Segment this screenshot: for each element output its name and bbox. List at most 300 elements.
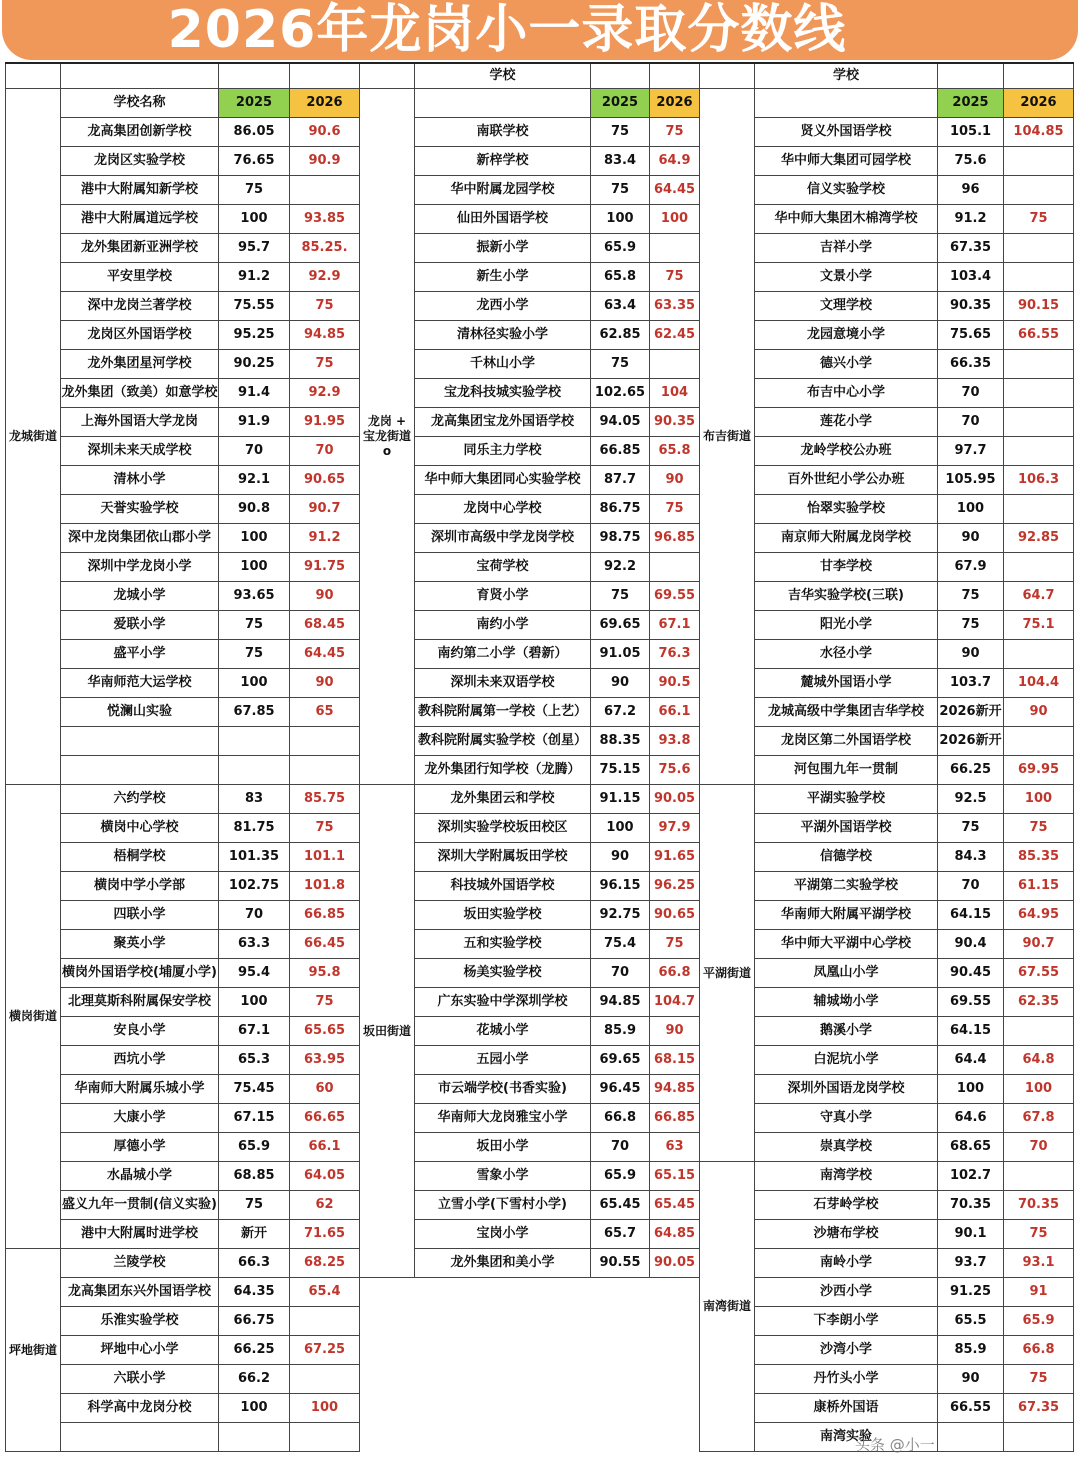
score-2025: 88.35 <box>591 727 650 756</box>
score-2025: 102.65 <box>591 379 650 408</box>
score-2026: 91.2 <box>290 524 360 553</box>
score-2026: 94.85 <box>650 1075 700 1104</box>
score-2025: 96 <box>938 176 1004 205</box>
score-2025: 90 <box>938 640 1004 669</box>
score-2025: 75 <box>219 640 290 669</box>
score-2025: 75.6 <box>938 147 1004 176</box>
score-2025: 90.55 <box>591 1249 650 1278</box>
school-name: 梧桐学校 <box>61 843 219 872</box>
school-name: 仙田外国语学校 <box>415 205 591 234</box>
school-name: 水晶城小学 <box>61 1162 219 1191</box>
table-row <box>6 379 1074 408</box>
score-2026: 90.6 <box>290 118 360 147</box>
school-name: 悦澜山实验 <box>61 698 219 727</box>
school-name: 龙城小学 <box>61 582 219 611</box>
score-2026: 90.05 <box>650 1249 700 1278</box>
score-2026: 91.95 <box>290 408 360 437</box>
score-2026: 100 <box>650 205 700 234</box>
school-name: 坂田实验学校 <box>415 901 591 930</box>
school-name: 横岗外国语学校(埔厦小学) <box>61 959 219 988</box>
school-name: 新梓学校 <box>415 147 591 176</box>
score-2026: 66.1 <box>650 698 700 727</box>
score-2025: 70 <box>938 379 1004 408</box>
score-2025: 70 <box>219 901 290 930</box>
score-2026: 67.1 <box>650 611 700 640</box>
district-pinghu: 平湖街道 <box>700 785 755 1162</box>
score-2025: 75.65 <box>938 321 1004 350</box>
score-2025: 100 <box>219 1394 290 1423</box>
score-2025: 96.15 <box>591 872 650 901</box>
score-2025: 91.15 <box>591 785 650 814</box>
score-2026: 75 <box>650 118 700 147</box>
school-name: 乐淮实验学校 <box>61 1307 219 1336</box>
score-2025: 64.4 <box>938 1046 1004 1075</box>
score-2026: 75 <box>1004 205 1074 234</box>
score-2025: 75 <box>219 1191 290 1220</box>
header-row <box>6 89 1074 118</box>
school-name: 聚英小学 <box>61 930 219 959</box>
score-2026: 67.35 <box>1004 1394 1074 1423</box>
score-2026 <box>650 234 700 263</box>
score-2026: 75 <box>290 814 360 843</box>
school-name: 深圳大学附属坂田学校 <box>415 843 591 872</box>
table-row <box>6 785 1074 814</box>
school-name: 龙岗区外国语学校 <box>61 321 219 350</box>
score-2026: 75.6 <box>650 756 700 785</box>
score-2025: 100 <box>219 669 290 698</box>
score-2026: 91.75 <box>290 553 360 582</box>
score-2025: 70 <box>938 872 1004 901</box>
score-2026 <box>290 1423 360 1452</box>
school-name: 杨美实验学校 <box>415 959 591 988</box>
school-name: 六联小学 <box>61 1365 219 1394</box>
school-name: 港中大附属道远学校 <box>61 205 219 234</box>
score-2025: 新开 <box>219 1220 290 1249</box>
score-2025: 86.75 <box>591 495 650 524</box>
score-2025: 67.85 <box>219 698 290 727</box>
score-2025: 83 <box>219 785 290 814</box>
year-2025-header: 2025 <box>938 89 1004 118</box>
school-name: 莲花小学 <box>755 408 938 437</box>
header-row-top <box>6 63 1074 89</box>
score-2025: 70 <box>219 437 290 466</box>
district-longgang-baolong: 龙岗 + 宝龙街道 o <box>360 89 415 785</box>
score-2026: 75 <box>650 263 700 292</box>
score-2026: 90.05 <box>650 785 700 814</box>
score-2025: 87.7 <box>591 466 650 495</box>
score-2026: 95.8 <box>290 959 360 988</box>
score-2026: 66.8 <box>1004 1336 1074 1365</box>
school-name: 平湖实验学校 <box>755 785 938 814</box>
school-name: 龙外集团和美小学 <box>415 1249 591 1278</box>
school-name: 广东实验中学深圳学校 <box>415 988 591 1017</box>
score-2025 <box>938 1423 1004 1452</box>
score-2025: 95.25 <box>219 321 290 350</box>
score-2026: 65 <box>290 698 360 727</box>
table-row <box>6 1249 1074 1278</box>
score-2026: 66.65 <box>290 1104 360 1133</box>
score-2025: 69.65 <box>591 611 650 640</box>
year-2025-header: 2025 <box>591 89 650 118</box>
score-2025: 66.25 <box>938 756 1004 785</box>
score-2026: 90.15 <box>1004 292 1074 321</box>
table-row <box>6 988 1074 1017</box>
score-2025: 103.7 <box>938 669 1004 698</box>
score-2025: 65.3 <box>219 1046 290 1075</box>
school-name: 深圳实验学校坂田校区 <box>415 814 591 843</box>
score-2025: 105.95 <box>938 466 1004 495</box>
score-2025: 92.5 <box>938 785 1004 814</box>
school-name: 南京师大附属龙岗学校 <box>755 524 938 553</box>
score-2025: 86.05 <box>219 118 290 147</box>
score-2026 <box>1004 234 1074 263</box>
score-2025: 67.2 <box>591 698 650 727</box>
score-2026: 68.25 <box>290 1249 360 1278</box>
score-2026: 64.9 <box>650 147 700 176</box>
score-2026: 90.65 <box>290 466 360 495</box>
score-2026: 67.8 <box>1004 1104 1074 1133</box>
school-name: 深中龙岗集团依山郡小学 <box>61 524 219 553</box>
school-name: 南联学校 <box>415 118 591 147</box>
table-row <box>6 1133 1074 1162</box>
score-2026: 64.45 <box>650 176 700 205</box>
school-name: 宝岗小学 <box>415 1220 591 1249</box>
school-name: 深圳未来双语学校 <box>415 669 591 698</box>
school-name: 雪象小学 <box>415 1162 591 1191</box>
year-2026-header: 2026 <box>290 89 360 118</box>
score-2025: 67.35 <box>938 234 1004 263</box>
score-2026: 100 <box>290 1394 360 1423</box>
school-name: 信德学校 <box>755 843 938 872</box>
school-name: 天誉实验学校 <box>61 495 219 524</box>
score-2026: 62 <box>290 1191 360 1220</box>
score-2026 <box>1004 176 1074 205</box>
school-name: 信义实验学校 <box>755 176 938 205</box>
score-2025: 90.4 <box>938 930 1004 959</box>
score-2025: 67.1 <box>219 1017 290 1046</box>
score-2025: 66.8 <box>591 1104 650 1133</box>
school-name: 六约学校 <box>61 785 219 814</box>
school-name: 龙岭学校公办班 <box>755 437 938 466</box>
empty-area <box>360 1278 700 1452</box>
score-2026: 75.1 <box>1004 611 1074 640</box>
score-2025: 67.9 <box>938 553 1004 582</box>
watermark: 头条 @小一 <box>855 1436 935 1454</box>
school-name: 龙岗中心学校 <box>415 495 591 524</box>
school-name: 平湖外国语学校 <box>755 814 938 843</box>
score-2025: 92.75 <box>591 901 650 930</box>
school-name: 坪地中心小学 <box>61 1336 219 1365</box>
school-name: 石芽岭学校 <box>755 1191 938 1220</box>
score-2025: 75.55 <box>219 292 290 321</box>
score-2026 <box>1004 350 1074 379</box>
table-row <box>6 640 1074 669</box>
score-2025: 75 <box>938 814 1004 843</box>
score-2026: 101.8 <box>290 872 360 901</box>
score-2025: 91.25 <box>938 1278 1004 1307</box>
score-2025: 62.85 <box>591 321 650 350</box>
score-2025: 66.3 <box>219 1249 290 1278</box>
score-2025: 91.2 <box>938 205 1004 234</box>
school-name: 白泥坑小学 <box>755 1046 938 1075</box>
school-name: 深圳未来天成学校 <box>61 437 219 466</box>
score-2026: 64.95 <box>1004 901 1074 930</box>
score-2026 <box>1004 640 1074 669</box>
score-2025: 68.85 <box>219 1162 290 1191</box>
score-2025: 67.15 <box>219 1104 290 1133</box>
school-name: 南岭小学 <box>755 1249 938 1278</box>
school-name: 横岗中学小学部 <box>61 872 219 901</box>
score-2025: 75 <box>219 611 290 640</box>
score-2026 <box>290 1365 360 1394</box>
school-name: 深圳外国语龙岗学校 <box>755 1075 938 1104</box>
school-name: 南湾学校 <box>755 1162 938 1191</box>
score-2026: 75 <box>650 930 700 959</box>
school-name: 凤凰山小学 <box>755 959 938 988</box>
score-2026: 70.35 <box>1004 1191 1074 1220</box>
district-buji: 布吉街道 <box>700 89 755 785</box>
score-2025: 65.9 <box>591 1162 650 1191</box>
table-row <box>6 321 1074 350</box>
school-name: 清林小学 <box>61 466 219 495</box>
score-2025: 91.4 <box>219 379 290 408</box>
score-2026: 67.25 <box>290 1336 360 1365</box>
school-name: 龙城高级中学集团吉华学校 <box>755 698 938 727</box>
table-row <box>6 1104 1074 1133</box>
district-pingdi: 坪地街道 <box>6 1249 61 1452</box>
score-2026: 93.8 <box>650 727 700 756</box>
score-2026: 60 <box>290 1075 360 1104</box>
table-row <box>6 408 1074 437</box>
score-2026: 100 <box>1004 1075 1074 1104</box>
score-2026: 97.9 <box>650 814 700 843</box>
school-name: 宝荷学校 <box>415 553 591 582</box>
score-2025: 102.7 <box>938 1162 1004 1191</box>
score-2025: 101.35 <box>219 843 290 872</box>
score-2026: 101.1 <box>290 843 360 872</box>
score-2025: 65.5 <box>938 1307 1004 1336</box>
score-2025: 90 <box>591 843 650 872</box>
table-row <box>6 176 1074 205</box>
score-2026 <box>290 176 360 205</box>
score-2025: 90.8 <box>219 495 290 524</box>
school-name: 盛义九年一贯制(信义实验) <box>61 1191 219 1220</box>
score-2026: 90.5 <box>650 669 700 698</box>
score-2025: 75 <box>591 118 650 147</box>
score-2025: 65.9 <box>219 1133 290 1162</box>
school-name <box>61 1423 219 1452</box>
score-2026: 64.85 <box>650 1220 700 1249</box>
school-name: 港中大附属时进学校 <box>61 1220 219 1249</box>
table-row <box>6 727 1074 756</box>
school-name: 教科院附属实验学校（创星） <box>415 727 591 756</box>
score-2026: 90 <box>1004 698 1074 727</box>
score-2026: 68.45 <box>290 611 360 640</box>
score-2025: 75 <box>219 176 290 205</box>
score-2026: 69.95 <box>1004 756 1074 785</box>
score-2026 <box>290 1307 360 1336</box>
school-name: 花城小学 <box>415 1017 591 1046</box>
school-name: 千林山小学 <box>415 350 591 379</box>
score-2026: 94.85 <box>290 321 360 350</box>
score-2026: 92.9 <box>290 379 360 408</box>
score-2025: 2026新开 <box>938 727 1004 756</box>
school-name: 港中大附属知新学校 <box>61 176 219 205</box>
score-2025 <box>219 1423 290 1452</box>
school-name: 育贤小学 <box>415 582 591 611</box>
score-2026: 62.35 <box>1004 988 1074 1017</box>
score-2025: 66.85 <box>591 437 650 466</box>
score-2026: 65.65 <box>290 1017 360 1046</box>
school-name: 丹竹头小学 <box>755 1365 938 1394</box>
score-2026: 75 <box>650 495 700 524</box>
score-2026: 104.4 <box>1004 669 1074 698</box>
score-2025: 100 <box>219 553 290 582</box>
score-2025: 100 <box>219 524 290 553</box>
school-name: 立雪小学(下雪村小学) <box>415 1191 591 1220</box>
score-2025: 68.65 <box>938 1133 1004 1162</box>
score-2026 <box>1004 1423 1074 1452</box>
score-2026: 75 <box>290 988 360 1017</box>
table-row <box>6 1162 1074 1191</box>
score-2026 <box>1004 437 1074 466</box>
score-2026: 65.45 <box>650 1191 700 1220</box>
score-2026: 75 <box>1004 1365 1074 1394</box>
score-2026 <box>1004 1017 1074 1046</box>
school-name: 平安里学校 <box>61 263 219 292</box>
score-2025: 66.25 <box>219 1336 290 1365</box>
table-row <box>6 814 1074 843</box>
school-name: 南约小学 <box>415 611 591 640</box>
district-henggang: 横岗街道 <box>6 785 61 1249</box>
score-2026: 93.85 <box>290 205 360 234</box>
score-2026: 65.9 <box>1004 1307 1074 1336</box>
score-2026 <box>1004 263 1074 292</box>
school-name <box>61 727 219 756</box>
score-2025: 75.45 <box>219 1075 290 1104</box>
school-name: 盛平小学 <box>61 640 219 669</box>
school-name: 龙岗区第二外国语学校 <box>755 727 938 756</box>
score-2026: 100 <box>1004 785 1074 814</box>
score-2026: 104.7 <box>650 988 700 1017</box>
score-2025: 103.4 <box>938 263 1004 292</box>
school-name: 南约第二小学（碧新） <box>415 640 591 669</box>
school-name: 怡翠实验学校 <box>755 495 938 524</box>
school-name: 新生小学 <box>415 263 591 292</box>
table-row <box>6 1278 1074 1307</box>
school-name: 崇真学校 <box>755 1133 938 1162</box>
school-column-header: 学校 <box>755 63 938 89</box>
score-2025: 95.4 <box>219 959 290 988</box>
score-2025: 100 <box>591 814 650 843</box>
school-name: 华南师大龙岗雅宝小学 <box>415 1104 591 1133</box>
school-name: 文景小学 <box>755 263 938 292</box>
score-2026: 76.3 <box>650 640 700 669</box>
table-row <box>6 118 1074 147</box>
score-2026: 75 <box>1004 1220 1074 1249</box>
score-2026: 71.65 <box>290 1220 360 1249</box>
school-name: 安良小学 <box>61 1017 219 1046</box>
score-2025: 91.9 <box>219 408 290 437</box>
score-2026 <box>1004 1162 1074 1191</box>
school-name: 五和实验学校 <box>415 930 591 959</box>
school-name: 科学高中龙岗分校 <box>61 1394 219 1423</box>
score-2026: 66.8 <box>650 959 700 988</box>
score-2025 <box>219 727 290 756</box>
school-name: 沙西小学 <box>755 1278 938 1307</box>
score-2025: 65.7 <box>591 1220 650 1249</box>
score-2026: 64.05 <box>290 1162 360 1191</box>
table-row <box>6 901 1074 930</box>
school-name: 龙高集团宝龙外国语学校 <box>415 408 591 437</box>
score-2025: 64.35 <box>219 1278 290 1307</box>
score-2026: 64.45 <box>290 640 360 669</box>
score-2026: 85.75 <box>290 785 360 814</box>
school-name: 市云端学校(书香实验) <box>415 1075 591 1104</box>
score-2025: 105.1 <box>938 118 1004 147</box>
score-2026: 63 <box>650 1133 700 1162</box>
score-2025: 100 <box>219 205 290 234</box>
school-name: 兰陵学校 <box>61 1249 219 1278</box>
school-name: 华中师大平湖中心学校 <box>755 930 938 959</box>
score-2025: 75 <box>938 582 1004 611</box>
school-name: 鹅溪小学 <box>755 1017 938 1046</box>
table-row <box>6 959 1074 988</box>
school-name: 上海外国语大学龙岗 <box>61 408 219 437</box>
score-2026: 96.85 <box>650 524 700 553</box>
school-name: 平湖第二实验学校 <box>755 872 938 901</box>
score-2026: 68.15 <box>650 1046 700 1075</box>
school-name: 龙外集团星河学校 <box>61 350 219 379</box>
score-2025: 91.05 <box>591 640 650 669</box>
score-2026: 65.4 <box>290 1278 360 1307</box>
score-2025: 65.9 <box>591 234 650 263</box>
score-2026 <box>650 350 700 379</box>
school-name: 宝龙科技城实验学校 <box>415 379 591 408</box>
score-2025: 90 <box>938 524 1004 553</box>
score-2026: 90.9 <box>290 147 360 176</box>
score-2025: 75 <box>591 350 650 379</box>
score-2026: 63.95 <box>290 1046 360 1075</box>
school-name-header: 学校名称 <box>61 89 219 118</box>
table-row <box>6 1220 1074 1249</box>
school-name: 龙园意境小学 <box>755 321 938 350</box>
school-name <box>61 756 219 785</box>
score-2026: 85.25. <box>290 234 360 263</box>
table-row <box>6 930 1074 959</box>
score-2026: 104.85 <box>1004 118 1074 147</box>
school-name: 华南师大附属乐城小学 <box>61 1075 219 1104</box>
score-2025: 76.65 <box>219 147 290 176</box>
table-row <box>6 524 1074 553</box>
score-2025: 69.65 <box>591 1046 650 1075</box>
score-2026: 67.55 <box>1004 959 1074 988</box>
school-name: 西坑小学 <box>61 1046 219 1075</box>
school-name: 下李朗小学 <box>755 1307 938 1336</box>
table-row <box>6 466 1074 495</box>
school-name: 华中师大集团可园学校 <box>755 147 938 176</box>
school-name: 华中师大集团木棉湾学校 <box>755 205 938 234</box>
score-2026: 90 <box>290 582 360 611</box>
school-name: 龙外集团新亚洲学校 <box>61 234 219 263</box>
score-2026: 66.55 <box>1004 321 1074 350</box>
score-2026: 90 <box>290 669 360 698</box>
school-name: 吉祥小学 <box>755 234 938 263</box>
score-2026: 66.45 <box>290 930 360 959</box>
score-2025: 75.4 <box>591 930 650 959</box>
score-2025: 97.7 <box>938 437 1004 466</box>
school-name: 华中师大集团同心实验学校 <box>415 466 591 495</box>
